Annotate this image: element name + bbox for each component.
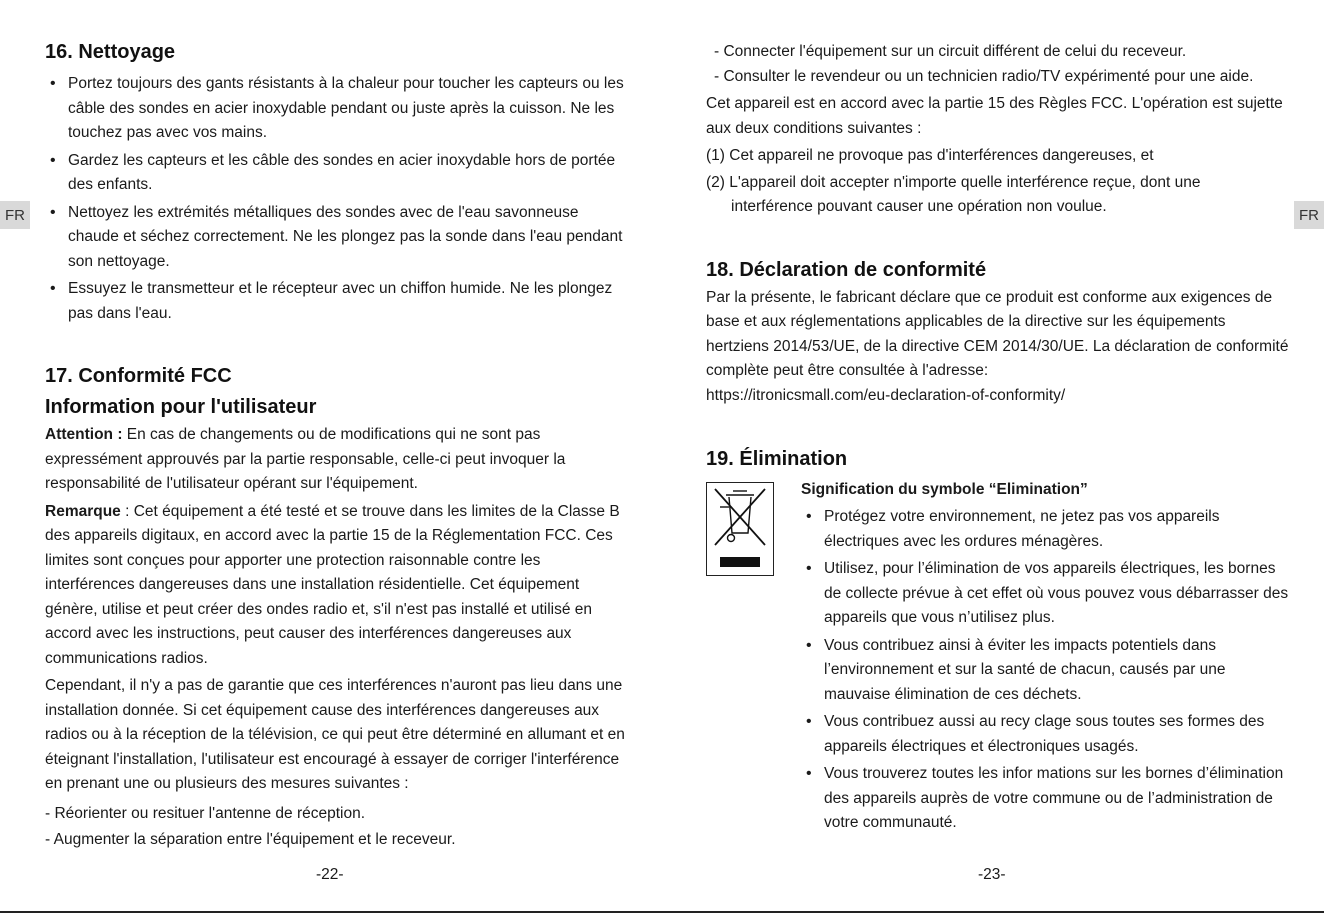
measure-item: - Augmenter la séparation entre l'équipement et le receveur. <box>45 831 456 848</box>
attention-text: En cas de changements ou de modifications qui ne sont pas expressément approuvés par la partie responsable, celle-ci peut invoquer la responsabilité de l'utilisateur opérant sur l'équipement. <box>45 426 566 492</box>
list-item: • Vous contribuez ainsi à éviter les impacts potentiels dans l’environnement et sur la santé de chacun, causés par une mauvaise élimination de ces déchets. <box>801 634 1291 708</box>
section-17-subtitle: Information pour l'utilisateur <box>45 396 317 418</box>
fcc-condition-1: (1) Cet appareil ne provoque pas d'interférences dangereuses, et <box>706 147 1154 164</box>
measure-item: - Réorienter ou resituer l'antenne de réception. <box>45 804 366 822</box>
section-16-title: 16. Nettoyage <box>45 41 176 63</box>
list-item: • Portez toujours des gants résistants à la chaleur pour toucher les capteurs ou les câble des sondes en acier inoxydable pendant ou juste après la cuisson. Ne les touchez pas avec vos mains. <box>45 72 625 146</box>
list-item: • Gardez les capteurs et les câble des sondes en acier inoxydable hors de portée des enfants. <box>45 149 625 198</box>
disposal-list <box>801 505 1291 836</box>
list-item: • Essuyez le transmetteur et le récepteur avec un chiffon humide. Ne les plongez pas dans l'eau. <box>45 277 625 326</box>
remarque-text: : Cet équipement a été testé et se trouve dans les limites de la Classe B des appareils digitaux, en accord avec la partie 15 de la Réglementation FCC. Ces limites sont conçues pour apporter une protection raisonnable contre les interférences dangereuses dans une installation résidentielle. Cet équipement génère, utilise et peut créer des ondes radio et, s'il n'est pas installé et utilisé en accord avec les instructions, peut causer des interférences dangereuses aux communications radios. <box>45 502 620 667</box>
remarque-paragraph <box>45 500 625 672</box>
crossed-out-wheelie-bin-icon <box>706 482 774 576</box>
left-column <box>45 38 625 853</box>
language-tab: FR <box>1294 201 1324 229</box>
measure-item: - Connecter l'équipement sur un circuit différent de celui du receveur. <box>714 43 1187 60</box>
language-tab: FR <box>0 201 30 229</box>
symbol-title: Signification du symbole “Elimination” <box>801 481 1088 498</box>
declaration-url: https://itronicsmall.com/eu-declaration-of-conformity/ <box>706 386 1066 404</box>
section-18-title: 18. Déclaration de conformité <box>706 258 987 281</box>
right-column <box>706 40 1291 839</box>
page-number: -22- <box>316 866 344 883</box>
declaration-paragraph: Par la présente, le fabricant déclare que ce produit est conforme aux exigences de base et aux réglementations applicables de la directive sur les équipements hertziens 2014/53/UE, de la directive CEM 2014/30/UE. La déclaration de conformité complète peut être consultée à l'adresse: <box>706 288 1289 379</box>
right-page <box>662 0 1324 914</box>
fcc-condition-2: (2) L'appareil doit accepter n'importe quelle interférence reçue, dont une <box>706 173 1201 191</box>
section-17-title: 17. Conformité FCC <box>45 365 232 387</box>
section-19-title: 19. Élimination <box>706 448 848 470</box>
cleaning-list <box>45 72 625 326</box>
attention-paragraph <box>45 423 625 497</box>
fcc-condition-2-cont: interférence pouvant causer une opération non voulue. <box>731 198 1107 215</box>
fcc-paragraph: Cet appareil est en accord avec la partie 15 des Règles FCC. L'opération est sujette aux deux conditions suivantes : <box>706 95 1283 137</box>
bottom-divider <box>0 911 1324 913</box>
list-item: • Nettoyez les extrémités métalliques des sondes avec de l'eau savonneuse chaude et séchez correctement. Ne les plongez pas la sonde dans l'eau pendant son nettoyage. <box>45 201 625 275</box>
list-item: • Vous trouverez toutes les infor mations sur les bornes d’élimination des appareils auprès de votre commune ou de l’administration de votre communauté. <box>801 762 1291 836</box>
interference-paragraph: Cependant, il n'y a pas de garantie que ces interférences n'auront pas lieu dans une installation donnée. Si cet équipement cause des interférences dangereuses aux radios ou à la réception de la télévision, ce qui peut être déterminé en allumant et en éteignant l'installation, l'utilisateur est encouragé à essayer de corriger l'interférence en prenant une ou plusieurs des mesures suivantes : <box>45 677 625 792</box>
disposal-block <box>706 479 1291 839</box>
remarque-label: Remarque <box>45 502 121 520</box>
list-item: • Utilisez, pour l’élimination de vos appareils électriques, les bornes de collecte prévue à cet effet où vous pouvez vous débarrasser des appareils que vous n’utilisez plus. <box>801 557 1291 631</box>
measure-item: - Consulter le revendeur ou un technicien radio/TV expérimenté pour une aide. <box>714 67 1254 85</box>
disposal-text <box>801 479 1291 839</box>
list-item: • Protégez votre environnement, ne jetez pas vos appareils électriques avec les ordures ménagères. <box>801 505 1291 554</box>
attention-label: Attention : <box>45 426 123 443</box>
list-item: • Vous contribuez aussi au recy clage sous toutes ses formes des appareils électriques et électroniques usagés. <box>801 710 1291 759</box>
page-number: -23- <box>978 866 1006 883</box>
